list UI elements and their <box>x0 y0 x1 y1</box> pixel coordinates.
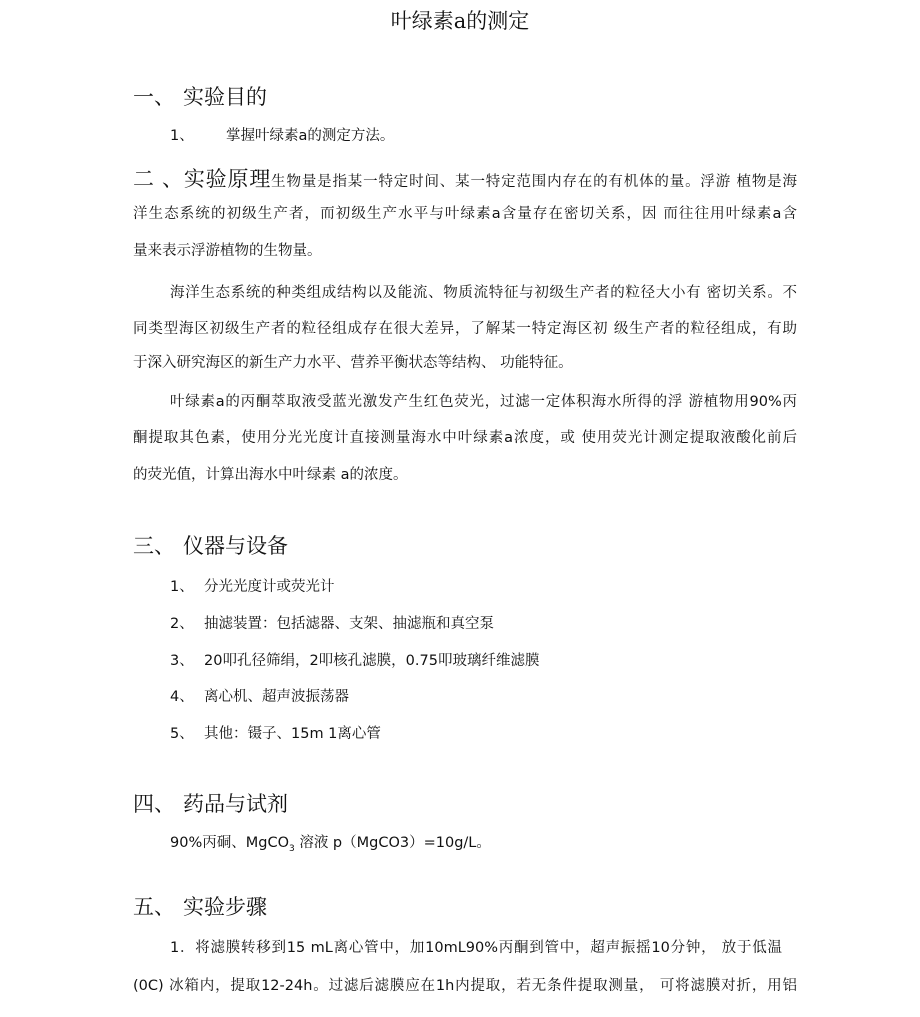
section-heading-4 <box>133 791 288 817</box>
section-number: 一、 <box>133 85 175 109</box>
list-item <box>170 651 539 671</box>
paragraph-line: 洋生态系统的初级生产者，而初级生产水平与叶绿素a含量存在密切关系，因 而往往用叶绿素a含 <box>133 206 797 222</box>
paragraph-line: 1．将滤膜转移到15 mL离心管中，加10mL90%丙酮到管中，超声振摇10分钟， 放于低温 <box>170 940 782 956</box>
section-heading-2 <box>133 167 271 191</box>
list-item <box>170 687 349 707</box>
section-number: 五、 <box>133 895 175 919</box>
item-text: 抽滤装置：包括滤器、支架、抽滤瓶和真空泵 <box>204 616 494 632</box>
section-title: 药品与试剂 <box>183 792 288 816</box>
paragraph-line <box>133 166 797 192</box>
item-number: 4、 <box>170 689 194 705</box>
item-number: 5、 <box>170 726 194 742</box>
paragraph-line: (0C) 冰箱内，提取12-24h。过滤后滤膜应在1h内提取，若无条件提取测量， 可将滤膜对折，用铝 <box>133 978 797 994</box>
list-item <box>170 577 335 597</box>
list-item <box>170 126 394 146</box>
paragraph-line: 酮提取其色素，使用分光光度计直接测量海水中叶绿素a浓度，或 使用荧光计测定提取液酸化前后 <box>133 430 797 446</box>
section-number: 三、 <box>133 534 175 558</box>
paragraph-line: 于深入研究海区的新生产力水平、营养平衡状态等结构、 功能特征。 <box>133 355 573 371</box>
paragraph-line: 叶绿素a的丙酮萃取液受蓝光激发产生红色荧光，过滤一定体积海水所得的浮 游植物用90%丙 <box>170 394 797 410</box>
section-title: 仪器与设备 <box>183 534 288 558</box>
section-number: 二、 <box>133 167 183 191</box>
item-number: 1、 <box>170 579 194 595</box>
list-item <box>170 724 381 744</box>
section-heading-3 <box>133 533 288 559</box>
document-title: 叶绿素a的测定 <box>390 9 530 33</box>
section-title: 实验目的 <box>183 85 267 109</box>
item-text: 20叩孔径筛绢，2叩核孔滤膜，0.75叩玻璃纤维滤膜 <box>204 653 540 669</box>
paragraph-line: 海洋生态系统的种类组成结构以及能流、物质流特征与初级生产者的粒径大小有 密切关系。不 <box>170 285 797 301</box>
paragraph-line: 同类型海区初级生产者的粒径组成存在很大差异，了解某一特定海区初 级生产者的粒径组成，有助 <box>133 321 797 337</box>
item-text: 离心机、超声波振荡器 <box>204 689 349 705</box>
reagent-text: 90%丙硐、MgCO <box>170 835 289 851</box>
paragraph-line: 量来表示浮游植物的生物量。 <box>133 243 322 259</box>
section-heading-1 <box>133 84 267 110</box>
list-item <box>170 614 494 634</box>
reagent-line <box>170 833 491 859</box>
section-number: 四、 <box>133 792 175 816</box>
section-heading-5 <box>133 894 267 920</box>
item-number: 1、 <box>170 128 194 144</box>
item-text: 分光光度计或荧光计 <box>204 579 335 595</box>
item-number: 3、 <box>170 653 194 669</box>
item-text: 其他：镊子、15m 1离心管 <box>204 726 381 742</box>
section-title: 实验步骤 <box>183 895 267 919</box>
paragraph-line: 的荧光值，计算出海水中叶绿素 a的浓度。 <box>133 467 408 483</box>
reagent-text: 溶液 p（MgCO3）=10g/L。 <box>294 835 491 851</box>
section-title: 实验原理 <box>183 167 272 191</box>
paragraph-text: 生物量是指某一特定时间、某一特定范围内存在的有机体的量。浮游 植物是海 <box>271 174 798 190</box>
subscript: 3 <box>288 843 295 854</box>
item-number: 2、 <box>170 616 194 632</box>
item-text: 掌握叶绿素a的测定方法。 <box>226 128 395 144</box>
